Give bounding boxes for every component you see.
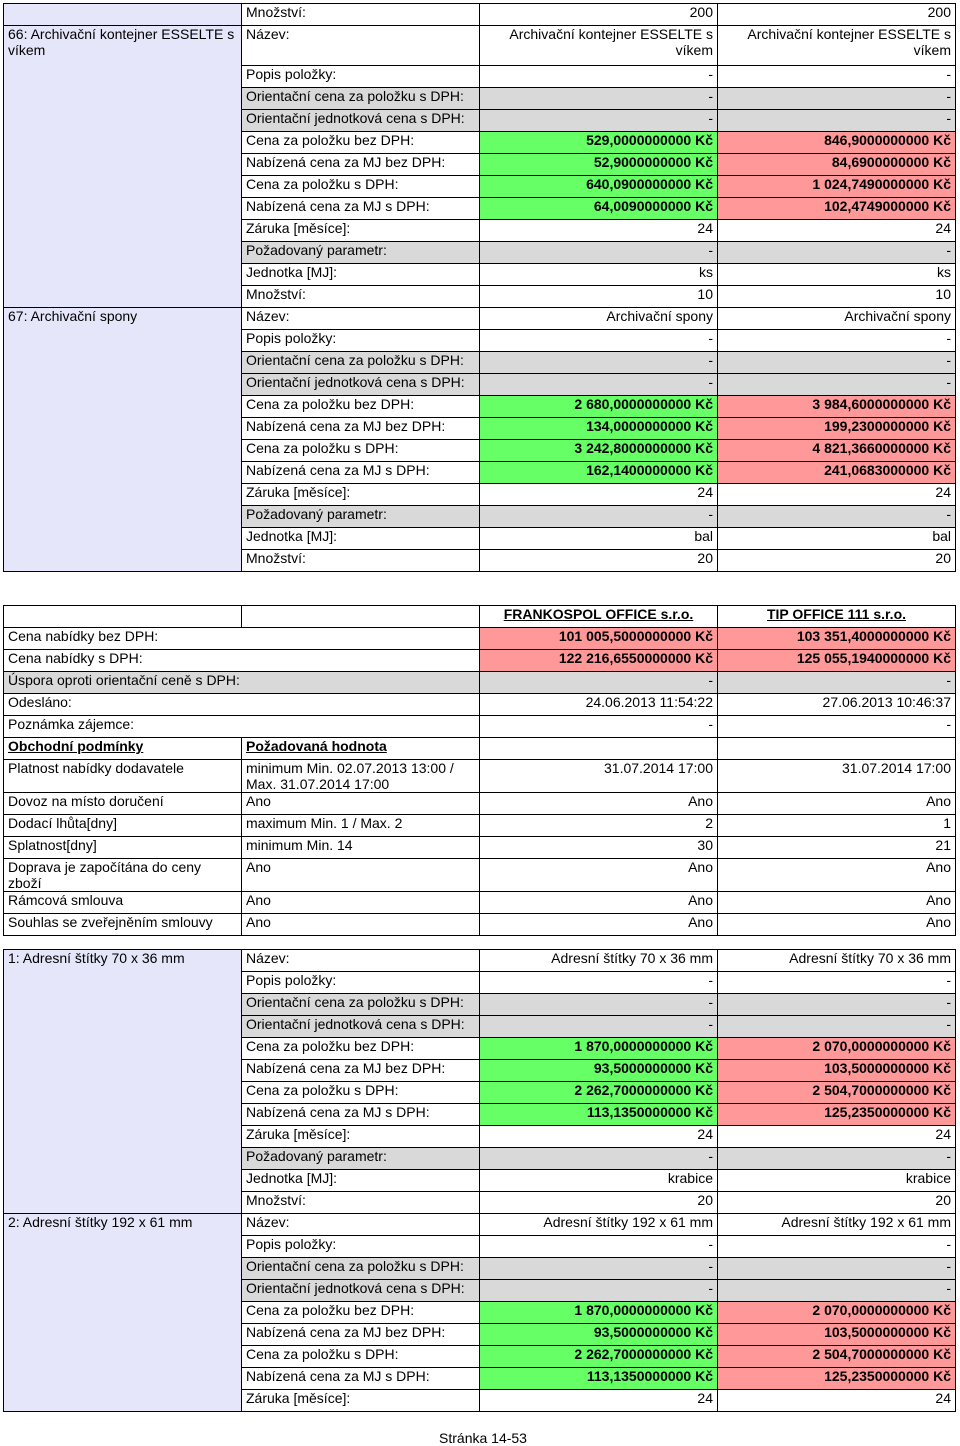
row-label: Popis položky: [242,330,480,352]
value-supplier-a: - [480,66,718,88]
value-supplier-b: 2 504,7000000000 Kč [718,1082,956,1104]
row-label: Požadovaný parametr: [242,1148,480,1170]
row-label: Cena za položku bez DPH: [242,1302,480,1324]
value-supplier-a: - [480,972,718,994]
empty-cell [4,606,242,628]
value-supplier-a: 3 242,8000000000 Kč [480,440,718,462]
summary-value-a: 24.06.2013 11:54:22 [480,694,718,716]
row-label: Orientační jednotková cena s DPH: [242,1016,480,1038]
value-supplier-a: 134,0000000000 Kč [480,418,718,440]
value-supplier-b: 20 [718,550,956,572]
empty-cell [480,738,718,760]
conditions-header: Obchodní podmínky [4,738,242,760]
value-supplier-b: 24 [718,484,956,506]
summary-row-price-vat [4,650,956,672]
value-supplier-a: 24 [480,1126,718,1148]
value-supplier-a: 1 870,0000000000 Kč [480,1038,718,1060]
value-supplier-a: - [480,352,718,374]
condition-required: minimum Min. 02.07.2013 13:00 / Max. 31.07.2014 17:00 [242,760,480,793]
row-label: Popis položky: [242,1236,480,1258]
value-supplier-b: 102,4749000000 Kč [718,198,956,220]
condition-label: Dodací lhůta[dny] [4,815,242,837]
row-label: Název: [242,1214,480,1236]
value-supplier-a: - [480,242,718,264]
row-label: Nabízená cena za MJ s DPH: [242,1368,480,1390]
row-label: Množství: [242,286,480,308]
value-supplier-b: 10 [718,286,956,308]
condition-row [4,815,956,837]
summary-value-b: 27.06.2013 10:46:37 [718,694,956,716]
value-supplier-a: 93,5000000000 Kč [480,1060,718,1082]
value-supplier-a: krabice [480,1170,718,1192]
value-supplier-a: - [480,374,718,396]
value-supplier-a: - [480,1148,718,1170]
item-name-cont [4,4,242,26]
row-label: Název: [242,950,480,972]
value-supplier-a: - [480,88,718,110]
value-supplier-b: 24 [718,1126,956,1148]
value-supplier-b: 200 [718,4,956,26]
value-supplier-b: - [718,374,956,396]
value-supplier-a: - [480,1236,718,1258]
value-supplier-b: 3 984,6000000000 Kč [718,396,956,418]
value-supplier-b: ks [718,264,956,286]
summary-label: Úspora oproti orientační ceně s DPH: [4,672,480,694]
value-supplier-a: - [480,330,718,352]
value-supplier-a: 20 [480,1192,718,1214]
row-label: Množství: [242,550,480,572]
value-supplier-a: 2 262,7000000000 Kč [480,1082,718,1104]
condition-required: Ano [242,892,480,914]
value-supplier-a: 2 262,7000000000 Kč [480,1346,718,1368]
row-label: Orientační cena za položku s DPH: [242,88,480,110]
condition-row [4,914,956,936]
value-supplier-a: 24 [480,1390,718,1412]
condition-value-a: Ano [480,892,718,914]
value-supplier-b: Adresní štítky 70 x 36 mm [718,950,956,972]
value-supplier-a: 113,1350000000 Kč [480,1368,718,1390]
row-label: Nabízená cena za MJ bez DPH: [242,418,480,440]
value-supplier-a: 93,5000000000 Kč [480,1324,718,1346]
value-supplier-a: ks [480,264,718,286]
value-supplier-b: - [718,1148,956,1170]
value-supplier-b: 125,2350000000 Kč [718,1368,956,1390]
row-label: Název: [242,308,480,330]
value-supplier-a: 1 870,0000000000 Kč [480,1302,718,1324]
row-label: Jednotka [MJ]: [242,1170,480,1192]
condition-label: Rámcová smlouva [4,892,242,914]
value-supplier-b: 846,9000000000 Kč [718,132,956,154]
value-supplier-b: bal [718,528,956,550]
item-row [4,26,956,66]
value-supplier-a: 113,1350000000 Kč [480,1104,718,1126]
row-label: Záruka [měsíce]: [242,484,480,506]
supplier-header-row [4,606,956,628]
condition-required: Ano [242,914,480,936]
value-supplier-a: - [480,110,718,132]
value-supplier-b: 2 504,7000000000 Kč [718,1346,956,1368]
value-supplier-b: 20 [718,1192,956,1214]
value-supplier-b: - [718,88,956,110]
summary-value-b: 103 351,4000000000 Kč [718,628,956,650]
condition-value-b: Ano [718,892,956,914]
row-label: Cena za položku s DPH: [242,176,480,198]
summary-value-b: - [718,672,956,694]
items-table-bottom [3,949,956,1412]
value-supplier-a: 529,0000000000 Kč [480,132,718,154]
value-supplier-b: 24 [718,220,956,242]
value-supplier-b: 103,5000000000 Kč [718,1060,956,1082]
summary-label: Cena nabídky bez DPH: [4,628,480,650]
row-label: Orientační cena za položku s DPH: [242,994,480,1016]
offer-summary-table [3,605,956,936]
row-label: Orientační cena za položku s DPH: [242,352,480,374]
page-number: Stránka 14-53 [439,1430,527,1446]
row-label: Nabízená cena za MJ bez DPH: [242,1324,480,1346]
value-supplier-b: - [718,994,956,1016]
row-label: Orientační jednotková cena s DPH: [242,374,480,396]
summary-row-sent [4,694,956,716]
condition-value-b: Ano [718,859,956,892]
row-label: Požadovaný parametr: [242,506,480,528]
row-label: Orientační cena za položku s DPH: [242,1258,480,1280]
row-label: Cena za položku bez DPH: [242,132,480,154]
value-supplier-a: 200 [480,4,718,26]
value-supplier-a: - [480,994,718,1016]
value-supplier-a: 20 [480,550,718,572]
condition-label: Splatnost[dny] [4,837,242,859]
condition-value-b: 1 [718,815,956,837]
value-supplier-b: krabice [718,1170,956,1192]
value-supplier-a: 10 [480,286,718,308]
condition-value-a: 31.07.2014 17:00 [480,760,718,793]
value-supplier-a: 24 [480,220,718,242]
row-label: Jednotka [MJ]: [242,528,480,550]
row-label: Orientační jednotková cena s DPH: [242,110,480,132]
items-table-top [3,3,956,572]
value-supplier-a: - [480,1016,718,1038]
value-supplier-b: 2 070,0000000000 Kč [718,1302,956,1324]
value-supplier-a: - [480,1280,718,1302]
condition-value-b: 21 [718,837,956,859]
condition-value-a: Ano [480,793,718,815]
row-label: Nabízená cena za MJ s DPH: [242,462,480,484]
value-supplier-b: 103,5000000000 Kč [718,1324,956,1346]
value-supplier-b: - [718,1280,956,1302]
condition-label: Doprava je započítána do ceny zboží [4,859,242,892]
row-label: Cena za položku s DPH: [242,1346,480,1368]
summary-label: Cena nabídky s DPH: [4,650,480,672]
item-name: 1: Adresní štítky 70 x 36 mm [4,950,242,1214]
item-name: 66: Archivační kontejner ESSELTE s víkem [4,26,242,308]
value-supplier-b: 2 070,0000000000 Kč [718,1038,956,1060]
condition-value-a: 30 [480,837,718,859]
condition-row [4,892,956,914]
item-row [4,950,956,972]
condition-required: minimum Min. 14 [242,837,480,859]
value-supplier-b: - [718,506,956,528]
value-supplier-a: 640,0900000000 Kč [480,176,718,198]
summary-label: Odesláno: [4,694,480,716]
empty-cell [242,606,480,628]
summary-row-price-no-vat [4,628,956,650]
row-label: Orientační jednotková cena s DPH: [242,1280,480,1302]
item-name: 67: Archivační spony [4,308,242,572]
value-supplier-b: 125,2350000000 Kč [718,1104,956,1126]
row-label: Popis položky: [242,972,480,994]
condition-required: Ano [242,793,480,815]
condition-row [4,793,956,815]
value-supplier-b: - [718,1016,956,1038]
summary-label: Poznámka zájemce: [4,716,480,738]
condition-value-a: Ano [480,859,718,892]
item-row [4,308,956,330]
value-supplier-b: - [718,110,956,132]
condition-value-b: Ano [718,914,956,936]
value-supplier-b: - [718,972,956,994]
summary-value-a: 101 005,5000000000 Kč [480,628,718,650]
value-supplier-a: Adresní štítky 192 x 61 mm [480,1214,718,1236]
row-label: Cena za položku s DPH: [242,440,480,462]
value-supplier-b: Archivační spony [718,308,956,330]
condition-value-a: Ano [480,914,718,936]
value-supplier-b: Adresní štítky 192 x 61 mm [718,1214,956,1236]
row-label: Záruka [měsíce]: [242,1390,480,1412]
condition-label: Souhlas se zveřejněním smlouvy [4,914,242,936]
value-supplier-b: 241,0683000000 Kč [718,462,956,484]
row-label: Popis položky: [242,66,480,88]
value-supplier-a: - [480,1258,718,1280]
empty-cell [718,738,956,760]
row-label: Nabízená cena za MJ bez DPH: [242,1060,480,1082]
item-row [4,1214,956,1236]
required-value-header: Požadovaná hodnota [242,738,480,760]
value-supplier-b: - [718,1236,956,1258]
value-supplier-b: 24 [718,1390,956,1412]
value-supplier-b: - [718,352,956,374]
value-supplier-a: - [480,506,718,528]
row-label: Jednotka [MJ]: [242,264,480,286]
summary-value-a: - [480,672,718,694]
summary-value-b: - [718,716,956,738]
row-label: Množství: [242,4,480,26]
row-label: Záruka [měsíce]: [242,1126,480,1148]
value-supplier-b: 4 821,3660000000 Kč [718,440,956,462]
row-label: Nabízená cena za MJ s DPH: [242,198,480,220]
row-label: Záruka [měsíce]: [242,220,480,242]
summary-value-b: 125 055,1940000000 Kč [718,650,956,672]
value-supplier-a: 162,1400000000 Kč [480,462,718,484]
row-label: Cena za položku bez DPH: [242,396,480,418]
value-supplier-b: - [718,330,956,352]
condition-label: Dovoz na místo doručení [4,793,242,815]
value-supplier-a: 52,9000000000 Kč [480,154,718,176]
value-supplier-a: 24 [480,484,718,506]
conditions-header-row [4,738,956,760]
value-supplier-a: Archivační spony [480,308,718,330]
row-label: Nabízená cena za MJ bez DPH: [242,154,480,176]
row-label: Cena za položku s DPH: [242,1082,480,1104]
value-supplier-b: 199,2300000000 Kč [718,418,956,440]
value-supplier-a: bal [480,528,718,550]
value-supplier-b: 84,6900000000 Kč [718,154,956,176]
row-label: Množství: [242,1192,480,1214]
condition-row [4,859,956,892]
row-label: Cena za položku bez DPH: [242,1038,480,1060]
condition-required: Ano [242,859,480,892]
value-supplier-b: - [718,242,956,264]
value-supplier-a: Adresní štítky 70 x 36 mm [480,950,718,972]
summary-value-a: - [480,716,718,738]
value-supplier-a: 64,0090000000 Kč [480,198,718,220]
value-supplier-b: Archivační kontejner ESSELTE s víkem [718,26,956,66]
supplier-a-name: FRANKOSPOL OFFICE s.r.o. [480,606,718,628]
row-label: Název: [242,26,480,66]
row-label: Požadovaný parametr: [242,242,480,264]
condition-row [4,837,956,859]
item-row [4,4,956,26]
condition-value-b: 31.07.2014 17:00 [718,760,956,793]
value-supplier-b: - [718,1258,956,1280]
summary-row-saving [4,672,956,694]
supplier-b-name: TIP OFFICE 111 s.r.o. [718,606,956,628]
condition-value-b: Ano [718,793,956,815]
value-supplier-b: 1 024,7490000000 Kč [718,176,956,198]
row-label: Nabízená cena za MJ s DPH: [242,1104,480,1126]
value-supplier-a: Archivační kontejner ESSELTE s víkem [480,26,718,66]
condition-required: maximum Min. 1 / Max. 2 [242,815,480,837]
value-supplier-a: 2 680,0000000000 Kč [480,396,718,418]
summary-value-a: 122 216,6550000000 Kč [480,650,718,672]
item-name: 2: Adresní štítky 192 x 61 mm [4,1214,242,1412]
condition-row [4,760,956,793]
condition-label: Platnost nabídky dodavatele [4,760,242,793]
summary-row-note [4,716,956,738]
condition-value-a: 2 [480,815,718,837]
value-supplier-b: - [718,66,956,88]
